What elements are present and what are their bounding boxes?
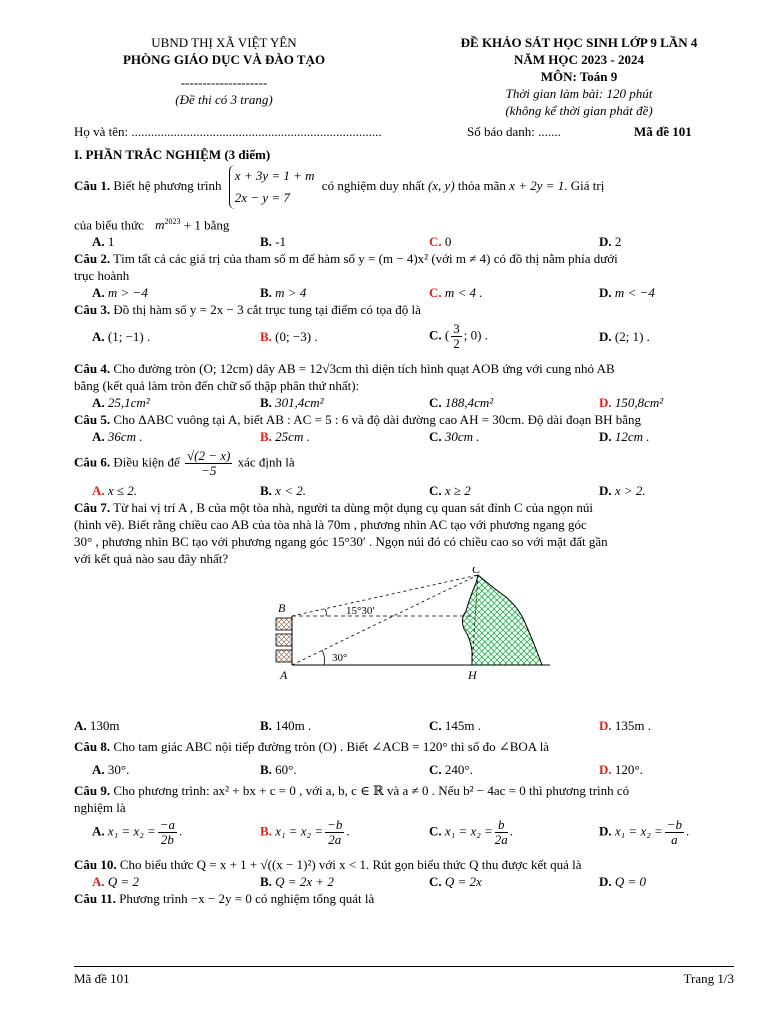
option-c[interactable]: C. 0	[429, 234, 452, 250]
option-d[interactable]: D. (2; 1) .	[599, 329, 650, 345]
option-c[interactable]: C. 188,4cm²	[429, 395, 494, 411]
subject: MÔN: Toán 9	[540, 69, 618, 84]
exam-code: Mã đề 101	[634, 124, 692, 139]
exam-page	[74, 34, 734, 907]
option-a[interactable]: A. x₁ = x₂ = $\frac{-a}{2b}$ .	[92, 817, 183, 848]
option-c[interactable]: C. x₁ = x₂ = $\frac{b}{2a}$ .	[429, 817, 514, 848]
option-a[interactable]: A. (1; −1) .	[92, 329, 151, 345]
q-text: thỏa mãn	[457, 177, 506, 193]
q-number: Câu 9.	[74, 783, 111, 799]
label-a: A	[280, 668, 288, 683]
header	[74, 34, 734, 134]
q-text: Đồ thị hàm số y = 2x − 3 cắt trục tung tại điểm có tọa độ là	[113, 302, 421, 318]
option-a[interactable]: A. 130m	[74, 718, 120, 734]
option-c[interactable]: C. m < 4 .	[429, 285, 483, 301]
option-b[interactable]: B. 140m .	[260, 718, 312, 734]
option-b[interactable]: B. m > 4	[260, 285, 307, 301]
option-b[interactable]: B. 60°.	[260, 762, 297, 778]
q-number: Câu 6.	[74, 454, 111, 470]
option-d[interactable]: D. x₁ = x₂ = $\frac{-b}{a}$ .	[599, 817, 690, 848]
q-number: Câu 5.	[74, 412, 111, 428]
question-3	[74, 301, 734, 318]
q-text: bằng	[204, 217, 230, 233]
label-angle-2: 30°	[332, 652, 348, 665]
q-text: Tìm tất cả các giá trị của tham số m để hàm số y = (m − 4)x² (với m ≠ 4) có đồ thị nằm phía dưới	[113, 251, 618, 267]
q-text: nghiệm là	[74, 800, 126, 816]
option-d[interactable]: D. 135m .	[599, 718, 652, 734]
question-4-cont: bằng (kết quả làm tròn đến chữ số thập phân thứ nhất):	[74, 378, 360, 394]
option-c[interactable]: C. 240°.	[429, 762, 473, 778]
option-c[interactable]: C. Q = 2x	[429, 874, 482, 890]
option-a[interactable]: A. 25,1cm²	[92, 395, 150, 411]
q-text: của biểu thức	[74, 217, 144, 233]
building-floor	[276, 650, 292, 662]
q-text: có nghiệm duy nhất	[321, 177, 425, 193]
footer	[74, 966, 734, 987]
option-a[interactable]: A. m > −4	[92, 285, 148, 301]
department: PHÒNG GIÁO DỤC VÀ ĐÀO TẠO	[122, 52, 326, 67]
option-c[interactable]: C. 30cm .	[429, 429, 480, 445]
equation-2: 2x − y = 7	[234, 190, 290, 205]
question-1-cont	[74, 213, 734, 233]
page-number: Trang 1/3	[683, 971, 734, 986]
option-b[interactable]: B. x₁ = x₂ = $\frac{-b}{2a}$ .	[260, 817, 350, 848]
option-d[interactable]: D. x > 2.	[599, 483, 646, 499]
q-text: . Giá trị	[564, 177, 605, 193]
option-b[interactable]: B. Q = 2x + 2	[260, 874, 334, 890]
option-d[interactable]: D. m < −4	[599, 285, 655, 301]
header-right	[419, 34, 739, 119]
building-floor	[276, 618, 292, 630]
duration-note: (không kể thời gian phát đề)	[505, 103, 653, 118]
building-floor	[276, 634, 292, 646]
question-5	[74, 411, 734, 428]
q-number: Câu 7.	[74, 500, 111, 516]
q-text: Cho biểu thức Q = x + 1 + √((x − 1)²) với x < 1. Rút gọn biểu thức Q thu được kết quả là	[119, 857, 582, 873]
question-11	[74, 890, 734, 907]
mountain	[462, 575, 542, 665]
question-1	[74, 165, 734, 209]
question-9	[74, 782, 734, 799]
options-3	[74, 322, 734, 352]
option-d[interactable]: D. Q = 0	[599, 874, 647, 890]
q-text: Cho phương trình: ax² + bx + c = 0 , với a, b, c ∈ ℝ và a ≠ 0 . Nếu b² − 4ac = 0 thì phương trình có	[113, 783, 630, 799]
equation-system	[229, 165, 315, 209]
question-4	[74, 360, 734, 377]
header-left	[74, 34, 374, 108]
question-6	[74, 449, 734, 478]
q-text: Cho tam giác ABC nội tiếp đường tròn (O) . Biết ∠ACB = 120° thì số đo ∠BOA là	[113, 739, 550, 755]
math-expr: x + 2y = 1	[509, 177, 565, 193]
option-b[interactable]: B. 301,4cm²	[260, 395, 324, 411]
authority: UBND THỊ XÃ VIỆT YÊN	[151, 35, 297, 50]
options-8	[74, 761, 734, 778]
q-text: Từ hai vị trí A , B của một tòa nhà, người ta dùng một dụng cụ quan sát đỉnh C của ngọn núi	[113, 500, 594, 516]
exponent: 2023	[164, 217, 181, 226]
equation-1: x + 3y = 1 + m	[234, 168, 315, 183]
option-b[interactable]: B. (0; −3) .	[260, 329, 318, 345]
q-text: Cho đường tròn (O; 12cm) dây AB = 12√3cm thì diện tích hình quạt AOB ứng với cung nhỏ AB	[113, 361, 615, 377]
question-7	[74, 499, 734, 516]
label-h: H	[468, 668, 477, 683]
label-angle-1: 15°30′	[346, 605, 375, 618]
option-b[interactable]: B. -1	[260, 234, 287, 250]
q-number: Câu 8.	[74, 739, 111, 755]
q-text: Biết hệ phương trình	[113, 177, 222, 193]
page-count: (Đề thi có 3 trang)	[175, 92, 273, 107]
option-a[interactable]: A. 36cm .	[92, 429, 143, 445]
options-5	[74, 428, 734, 445]
option-b[interactable]: B. x < 2.	[260, 483, 306, 499]
option-b[interactable]: B. 25cm .	[260, 429, 310, 445]
question-2-cont: trục hoành	[74, 268, 130, 284]
q-text: 30° , phương nhìn BC tạo với phương ngang góc 15°30′ . Ngọn núi đó có chiều cao so với mặt đất gần	[74, 534, 608, 550]
label-b: B	[278, 601, 286, 616]
sight-ac	[292, 575, 478, 665]
option-c[interactable]: C. 145m .	[429, 718, 482, 734]
angle-arc-a	[322, 650, 325, 665]
option-d[interactable]: D. 120°.	[599, 762, 643, 778]
option-a[interactable]: A. x ≤ 2.	[92, 483, 138, 499]
question-10	[74, 856, 734, 873]
question-2	[74, 250, 734, 267]
options-4	[74, 394, 734, 411]
q-number: Câu 4.	[74, 361, 111, 377]
options-9	[74, 818, 734, 848]
q-number: Câu 10.	[74, 857, 117, 873]
sbd-field: Số báo danh: .......	[467, 124, 561, 139]
options-7	[74, 717, 734, 734]
options-2	[74, 284, 734, 301]
option-d[interactable]: D. 12cm .	[599, 429, 650, 445]
q-text: (hình vẽ). Biết rằng chiều cao AB của tòa nhà là 70m , phương nhìn AC tạo với phương ngang góc	[74, 517, 587, 533]
section-title: I. PHẦN TRẮC NGHIỆM (3 điểm)	[74, 147, 271, 162]
q-text: với kết quả nào sau đây nhất?	[74, 551, 229, 567]
option-a[interactable]: A. 30°.	[92, 762, 130, 778]
options-10	[74, 873, 734, 890]
math-expr: m	[155, 217, 165, 233]
q-number: Câu 3.	[74, 302, 111, 318]
sight-bc	[292, 575, 478, 616]
figure-svg	[74, 567, 734, 717]
q-text: Phương trình −x − 2y = 0 có nghiệm tổng quát là	[119, 891, 375, 907]
math-expr: + 1	[183, 217, 201, 233]
option-c[interactable]: C. x ≥ 2	[429, 483, 471, 499]
duration: Thời gian làm bài: 120 phút	[505, 86, 653, 101]
option-d[interactable]: D. 150,8cm²	[599, 395, 664, 411]
q-number: Câu 1.	[74, 177, 111, 193]
q-text: Cho ΔABC vuông tại A, biết AB : AC = 5 : 6 và độ dài đường cao AH = 30cm. Độ dài đoạn BH bằng	[113, 412, 642, 428]
q-number: Câu 11.	[74, 891, 116, 907]
question-8	[74, 738, 734, 755]
exam-title: ĐỀ KHẢO SÁT HỌC SINH LỚP 9 LẦN 4	[460, 35, 698, 50]
angle-arc-b	[325, 609, 326, 616]
q-number: Câu 2.	[74, 251, 111, 267]
option-c[interactable]: C. ( $\frac{3}{2}$ ; 0) .	[429, 321, 488, 352]
option-a[interactable]: A. 1	[92, 234, 115, 250]
footer-code: Mã đề 101	[74, 971, 130, 986]
school-year: NĂM HỌC 2023 - 2024	[514, 52, 644, 67]
name-field: Họ và tên: .............................................................................	[74, 124, 382, 139]
label-c: C	[472, 567, 481, 577]
fraction: $\frac{√(2 - x)}{-5}$	[187, 448, 231, 479]
option-d[interactable]: D. 2	[599, 234, 622, 250]
options-1	[74, 233, 734, 250]
options-6	[74, 482, 734, 499]
q-text: xác định là	[237, 454, 295, 470]
mountain-figure	[74, 567, 734, 717]
math-expr: (x, y)	[427, 177, 455, 193]
exam-content	[74, 146, 734, 907]
dashes: --------------------	[180, 75, 268, 90]
option-a[interactable]: A. Q = 2	[92, 874, 140, 890]
q-text: Điều kiện để	[113, 454, 180, 470]
